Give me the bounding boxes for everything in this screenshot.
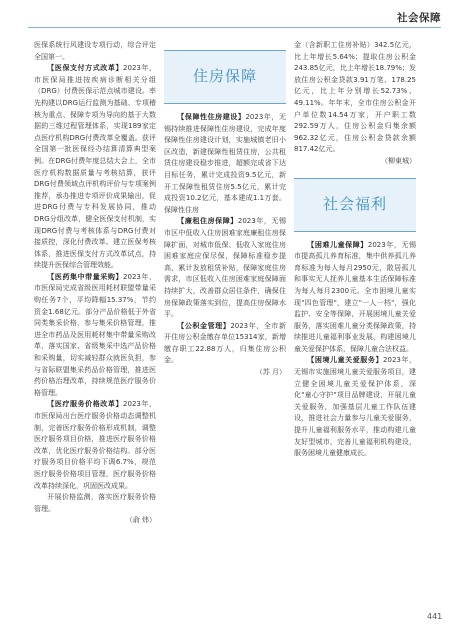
section-heading: 住房保障 — [192, 67, 257, 86]
body-paragraph — [34, 492, 156, 515]
header-rule — [28, 27, 441, 28]
paragraph-text: 2023年，市医保局完成省级医用耗材联盟带量采购任务7个，平均降幅15.37%，节约资金1.68亿元。部分产品价格低于外省同类集采价格，参与集采价格管理，推进全市药品及医用耗材集中带量采购改革，落实国家、省级集采中选产品价格和采购量，切实减轻群众就医负担，参与省际联盟集采药品价格管理，推进医药价格治理改革，持续规范医疗服务价格管理。 — [34, 272, 156, 397]
column-1 — [34, 40, 156, 604]
author-name: （柳東城） — [381, 156, 416, 165]
author-signoff — [164, 367, 286, 379]
paragraph-text: 金（含新职工住房补贴）342.5亿元，比上年增长5.64%；提取住房公积金243.85亿元，比上年增长18.79%；发放住房公积金贷款3.91万笔、178.25亿元，比上年分别增长52.73%、49.11%。年年末，全市住房公积金开户单位数14.54万家，开户职工数292.59万人，住房公积金归集余额962.32亿元，住房公积金贷款余额817.42亿元。 — [294, 41, 416, 154]
paragraph-text: 2023年，无锡市区中低收入住房困难家庭廉租住房保障扩面，对城市低保、低收入家庭住房困难家庭应保尽保，保障标准稳步提高，累计发放租赁补贴，保障家庭住房需求，市区低收入住房困难家庭保障面持续扩大，改善群众居住条件，确保住房保障政策落实到位，提高住房保障水平。 — [164, 217, 286, 319]
body-paragraph — [164, 112, 286, 216]
body-paragraph — [164, 321, 286, 367]
paragraph-text: 2023年，市医保局出台医疗服务价格动态调整机制，完善医疗服务价格形成机制，调整医疗服务项目价格，推进医疗服务价格改革，优化医疗服务价格结构。部分医疗服务项目价格平均下调6.7%，规范医疗服务价格项目管理，医疗服务价格改革持续深化，巩固医改成果。 — [34, 400, 156, 490]
section-heading-box — [164, 50, 286, 104]
paragraph-text: 开展价格监测，落实医疗服务价格管理。 — [34, 493, 156, 513]
section-heading-box — [294, 178, 416, 232]
body-paragraph — [164, 216, 286, 320]
subheading: 【医药集中带量采购】 — [47, 272, 124, 281]
subheading: 【医保支付方式改革】 — [47, 64, 124, 73]
body-paragraph — [34, 272, 156, 400]
subheading: 【医疗服务价格改革】 — [47, 400, 124, 409]
subheading: 【公积金管理】 — [177, 321, 231, 330]
subheading: 【困难儿童保障】 — [307, 240, 368, 249]
column-2 — [164, 40, 286, 604]
paragraph-text: 2023年，无锡市实施困境儿童关爱服务项目，建立健全困境儿童关爱保护体系，深化"童心守护"项目品牌建设，开展儿童关爱服务，加强基层儿童工作队伍建设，推进社会力量参与儿童关爱服务，提升儿童福利服务水平，推动构建儿童友好型城市，完善儿童福利机构建设，服务困境儿童健康成长。 — [294, 356, 416, 458]
body-paragraph — [294, 355, 416, 459]
section-heading: 社会福利 — [322, 194, 387, 213]
paragraph-text: 2023年，市医保局推进按疾病诊断相关分组（DRG）付费医保示范点城市建设。率先构建以DRG运行监测为基础、专项稽核为重点、保障专项为导向的基于大数据的三维过程管理体系，实现189家定点医疗机构DRG付费改革全覆盖。获评全国第一批医保经办结算清算典型案例。在DRG付费年度总结大会上，全市医疗机构数据质量与考核结算，获评DRG付费领域点评机构评价与专项案例推荐，承办推进专项评价成果输出，促进DRG付费与专科发展协同，推动DRG分组改革，健全医保支付机制，实现DRG付费与考核体系与DRG付费对接质控，深化付费改革。建立医保考核体系，推进医保支付方式改革试点，持续提升医保综合管理效能。 — [34, 64, 156, 270]
page-number: 441 — [427, 612, 443, 621]
header-section-title: 社会保障 — [397, 12, 441, 24]
author-name: （俞 炜） — [125, 516, 156, 525]
subheading: 【困境儿童关爱服务】 — [307, 356, 384, 365]
subheading: 【保障性住房建设】 — [177, 113, 246, 121]
paragraph-text: 2023年，无锡市提高孤儿养育标准，集中供养孤儿养育标准为每人每月2950元，散居孤儿和事实无人抚养儿童基本生活保障标准为每人每月2300元。全市困境儿童实现"四色管理"，建立"一人一档"，强化监护、安全等保障，开展困境儿童关爱服务，落实困难儿童分类保障政策，持续推进儿童福利事业发展，构建困境儿童关爱保护体系，保障儿童合法权益。 — [294, 240, 416, 353]
paragraph-text: 医保系统行风建设专项行动，综合评定全国第一。 — [34, 41, 156, 61]
body-paragraph — [34, 40, 156, 63]
body-paragraph — [34, 399, 156, 492]
author-signoff — [34, 515, 156, 527]
column-3 — [294, 40, 416, 604]
paragraph-text: 2023年，全市新开住房公积金缴存单位15314家，新增缴存职工22.88万人，归集住房公积金。 — [164, 321, 286, 365]
author-signoff — [294, 156, 416, 168]
author-name: （苏 月） — [255, 368, 286, 377]
body-paragraph — [294, 40, 416, 156]
paragraph-text: 2023年，无锡持续推进保障性住房建设，完成年度保障性住房建设计划，实施城镇老旧小区改造，新建保障性租赁住房，公共租赁住房建设稳步推进，超额完成省下达目标任务，累计完成投资9.5亿元，新开工保障性租赁住房5.5亿元，累计完成投资10.2亿元，基本建成1.1万套。保障性住房 — [164, 113, 286, 214]
body-paragraph — [34, 63, 156, 272]
body-paragraph — [294, 240, 416, 356]
subheading: 【廉租住房保障】 — [177, 217, 238, 226]
